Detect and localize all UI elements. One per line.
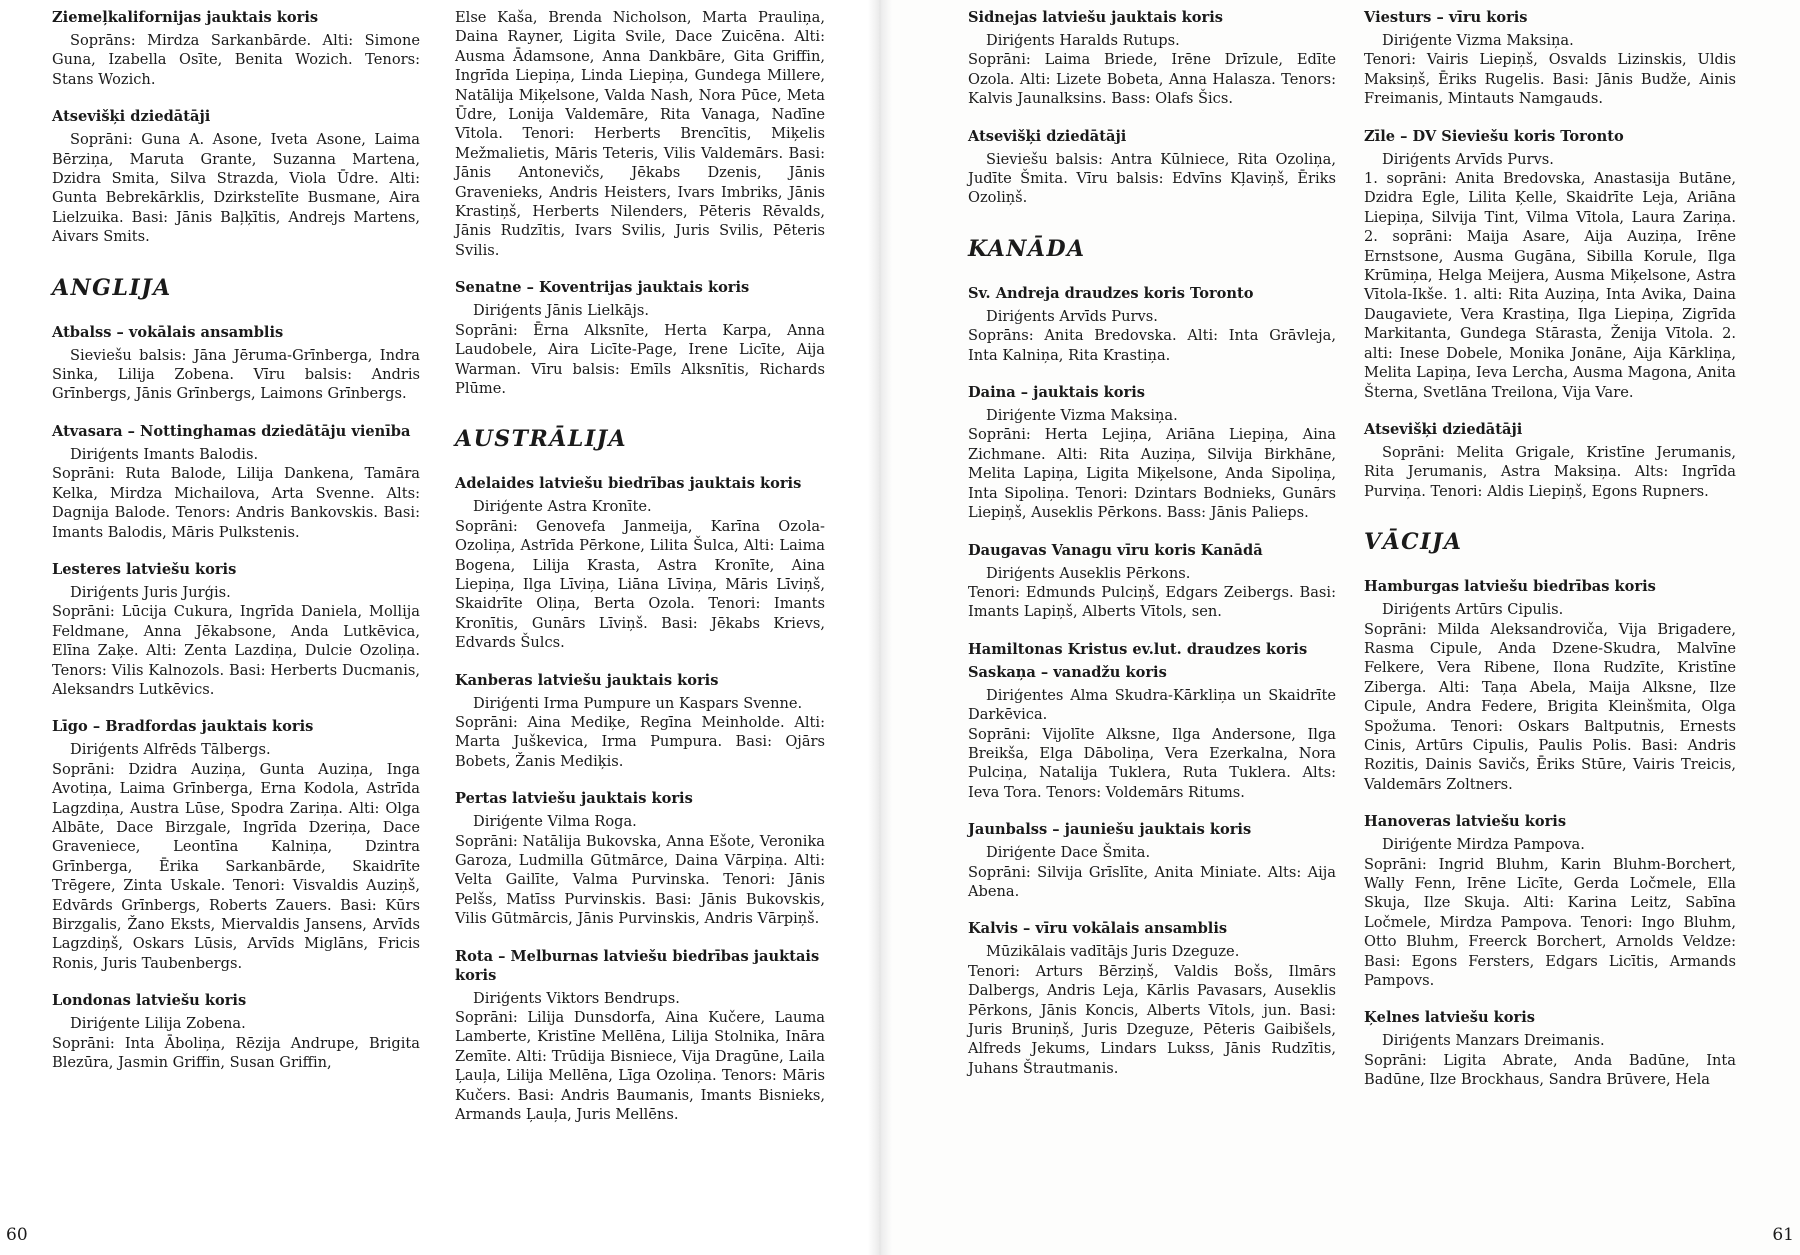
member-list-text: Soprāni: Guna A. Asone, Iveta Asone, Laima Bērziņa, Maruta Grante, Suzanna Martena, Dzidra Smita, Silva Strazda, Viola Ūdre. Alti: Gunta Bebrekārklis, Dzirkstelīte Busmane, Aira Lielzuika. Basi: Jānis Baļķītis, Andrejs Martens, Aivars Smits. [52, 131, 420, 246]
choir-name: Atsevišķi dziedātāji [1364, 420, 1523, 438]
column-3 [968, 8, 1336, 1096]
choir-entry [455, 474, 825, 652]
member-list-text: Diriģents Jānis Lielkājs. Soprāni: Ērna Alksnīte, Herta Karpa, Anna Laudobele, Aira Licīte-Page, Irene Licīte, Aija Warman. Vīru balsis: Emīls Alksnītis, Richards Plūme. [455, 302, 825, 397]
choir-entry [1364, 8, 1736, 109]
choir-entry [52, 560, 420, 699]
member-list-text: Diriģents Haralds Rutups. Soprāni: Laima Briede, Irēne Drīzule, Edīte Ozola. Alti: Lizete Bobeta, Anna Halasza. Tenors: Kalvis Jaunalksins. Bass: Olafs Šics. [968, 32, 1336, 108]
choir-entry [968, 919, 1336, 1078]
choir-entry [968, 640, 1336, 659]
choir-name: Rota – Melburnas latviešu biedrības jauktais koris [455, 947, 820, 984]
member-list-text: Diriģente Mirdza Pampova. Soprāni: Ingrid Bluhm, Karin Bluhm-Borchert, Wally Fenn, Irēne Licīte, Gerda Ločmele, Ella Skuja, Ilze Skuja. Alti: Karina Leitz, Sabīna Ločmele, Mirdza Pampova. Tenori: Ingo Bluhm, Otto Bluhm, Freerck Borchert, Arnolds Veldze: Basi: Egons Fersters, Edgars Licītis, Armands Pampovs. [1364, 836, 1736, 990]
member-list-text: Diriģents Alfrēds Tālbergs. Soprāni: Dzidra Auziņa, Gunta Auziņa, Inga Avotiņa, Laima Grīnberga, Erna Kodola, Astrīda Lagzdiņa, Austra Lūse, Spodra Zariņa. Alti: Olga Albāte, Dace Birzgale, Ingrīda Dzeriņa, Dace Graveniece, Leontīna Kalniņa, Dzintra Grīnberga, Ērika Sarkanbārde, Skaidrīte Trēgere, Zinta Uskale. Tenori: Visvaldis Auziņš, Edvārds Grīnbergs, Roberts Zauers. Basi: Kūrs Birzgalis, Žano Eksts, Miervaldis Jansens, Arvīds Lagzdiņš, Oskars Lūsis, Arvīds Miglāns, Fricis Ronis, Juris Taubenbergs. [52, 741, 420, 972]
choir-entry [1364, 420, 1736, 501]
column-1 [52, 8, 420, 1090]
choir-name: Adelaides latviešu biedrības jauktais koris [455, 475, 802, 493]
column-2 [455, 8, 825, 1142]
choir-entry-continuation [455, 8, 825, 260]
member-list-text: Diriģente Dace Šmita. Soprāni: Silvija Grīslīte, Anita Miniate. Alts: Aija Abena. [968, 844, 1336, 900]
member-list-text: Diriģents Artūrs Cipulis. Soprāni: Milda Aleksandroviča, Vija Brigadere, Rasma Cipule, Anda Dzene-Skudra, Malvīne Felkere, Vera Ribene, Ilona Rudzīte, Kristīne Ziberga. Alti: Taņa Abela, Maija Alksne, Ilze Cipule, Andra Federe, Brigita Kleinšmita, Olga Spožuma. Tenori: Oskars Baltputnis, Ernests Cinis, Artūrs Cipulis, Paulis Polis. Basi: Andris Rozitis, Dainis Savičs, Ēriks Stūre, Vairis Treicis, Valdemārs Zoltners. [1364, 601, 1736, 793]
column-4 [1364, 8, 1736, 1108]
member-list-text: Diriģents Auseklis Pērkons. Tenori: Edmunds Pulciņš, Edgars Zeibergs. Basi: Imants Lapiņš, Alberts Vītols, sen. [968, 564, 1336, 621]
member-list-text: Diriģents Arvīds Purvs. Soprāns: Anita Bredovska. Alti: Inta Grāvleja, Inta Kalniņa, Rita Krastiņa. [968, 307, 1336, 364]
choir-name: Atbalss – vokālais ansamblis [52, 323, 284, 341]
choir-entry [455, 278, 825, 398]
member-list-text: Soprāni: Melita Grigale, Kristīne Jerumanis, Rita Jerumanis, Astra Maksiņa. Alts: Ingrīda Purviņa. Tenori: Aldis Liepiņš, Egons Rupners. [1364, 443, 1736, 500]
choir-entry [968, 8, 1336, 109]
member-list-text: Diriģente Vilma Roga. Soprāni: Natālija Bukovska, Anna Ešote, Veronika Garoza, Ludmilla Gūtmārce, Daina Vārpiņa. Alti: Velta Gailīte, Valma Purvinska. Tenori: Jānis Pelšs, Matīss Purvinskis. Basi: Jānis Bukovskis, Vilis Gūtmārcis, Jānis Purvinskis, Andris Vārpiņš. [455, 813, 825, 928]
choir-entry [968, 820, 1336, 901]
choir-entry [455, 789, 825, 928]
choir-entry [52, 323, 420, 404]
member-list-text: Diriģente Vizma Maksiņa. Soprāni: Herta Lejiņa, Ariāna Liepiņa, Aina Zichmane. Alti: Rita Auziņa, Silvija Birkhāne, Melita Lapiņa, Ligita Miķelsone, Anda Sipoliņa, Inta Sipoliņa. Tenori: Dzintars Bodnieks, Gunārs Liepiņš, Auseklis Pērkons. Bass: Jānis Palieps. [968, 407, 1336, 522]
choir-name: Hamburgas latviešu biedrības koris [1364, 578, 1656, 596]
member-list-text: Diriģentes Alma Skudra-Kārkliņa un Skaidrīte Darkēvica. Soprāni: Vijolīte Alksne, Ilga Andersone, Ilga Breikša, Elga Dāboliņa, Vera Ezerkalna, Nora Pulciņa, Natalija Tuklera, Ruta Tuklera. Alts: Ieva Tora. Tenors: Voldemārs Ritums. [968, 686, 1336, 801]
choir-entry [455, 947, 825, 1125]
choir-name: Kalvis – vīru vokālais ansamblis [968, 920, 1228, 938]
member-list-text: Diriģents Imants Balodis. Soprāni: Ruta Balode, Lilija Dankena, Tamāra Kelka, Mirdza Michailova, Arta Svenne. Alts: Dagnija Balode. Tenors: Andris Bankovskis. Basi: Imants Balodis, Māris Pulkstenis. [52, 445, 420, 541]
member-list-text: Else Kaša, Brenda Nicholson, Marta Prauliņa, Daina Rayner, Ligita Svile, Dace Zuicēna. Alti: Ausma Ādamsone, Anna Dankbāre, Gita Griffin, Ingrīda Liepiņa, Linda Liepiņa, Gundega Millere, Natālija Miķelsone, Valda Nash, Nora Pūce, Meta Ūdre, Lonija Valdemāre, Rita Vanaga, Nadīne Vītola. Tenori: Herberts Brencītis, Miķelis Mežmalietis, Māris Teteris, Vilis Valdemārs. Basi: Jānis Antonevičs, Jēkabs Dzenis, Jānis Gravenieks, Andris Heisters, Ivars Imbriks, Jānis Krastiņš, Herberts Nilenders, Pēteris Rēvalds, Jānis Rudzītis, Ivars Svilis, Juris Svilis, Pēteris Svilis. [455, 9, 825, 259]
choir-name: Hamiltonas Kristus ev.lut. draudzes koris [968, 640, 1308, 658]
page-number-right: 61 [1772, 1225, 1794, 1245]
choir-name: Zīle – DV Sieviešu koris Toronto [1364, 127, 1624, 145]
member-list-text: Diriģents Viktors Bendrups. Soprāni: Lilija Dunsdorfa, Aina Kučere, Lauma Lamberte, Kristīne Mellēna, Lilija Stolnika, Ināra Zemīte. Alti: Trūdija Bisniece, Vija Dragūne, Laila Ļauļa, Lilija Mellēna, Līga Ozoliņa. Tenors: Māris Kučers. Basi: Andris Baumanis, Imants Bisnieks, Armands Ļauļa, Juris Mellēns. [455, 989, 825, 1124]
book-gutter [868, 0, 892, 1255]
choir-name: Ķelnes latviešu koris [1364, 1009, 1535, 1027]
choir-name: Hanoveras latviešu koris [1364, 813, 1567, 831]
member-list-text: Diriģente Lilija Zobena. Soprāni: Inta Āboliņa, Rēzija Andrupe, Brigita Blezūra, Jasmin Griffin, Susan Griffin, [52, 1015, 420, 1072]
choir-entry [52, 8, 420, 89]
country-section-heading: ANGLIJA [52, 274, 172, 301]
choir-entry [455, 671, 825, 772]
member-list-text: Diriģente Astra Kronīte. Soprāni: Genovefa Janmeija, Karīna Ozola-Ozoliņa, Astrīda Pērkone, Lilita Šulca, Alti: Laima Bogena, Lilija Krasta, Astra Kronīte, Aina Liepiņa, Ilga Līviņa, Liāna Līviņa, Māris Līviņš, Skaidrīte Oliņa, Berta Ozola. Tenori: Imants Kronītis, Gunārs Līviņš. Basi: Jēkabs Krievs, Edvards Šulcs. [455, 498, 825, 652]
choir-name: Pertas latviešu jauktais koris [455, 790, 693, 808]
choir-name: Sidnejas latviešu jauktais koris [968, 9, 1223, 26]
choir-name: Viesturs – vīru koris [1364, 9, 1528, 26]
country-section-heading: KANĀDA [968, 235, 1086, 262]
member-list-text: Diriģente Vizma Maksiņa. Tenori: Vairis Liepiņš, Osvalds Lizinskis, Uldis Maksiņš, Ēriks Rugelis. Basi: Jānis Budže, Ainis Freimanis, Mintauts Namgauds. [1364, 32, 1736, 108]
choir-entry [52, 991, 420, 1072]
member-list-text: Diriģents Juris Jurģis. Soprāni: Lūcija Cukura, Ingrīda Daniela, Mollija Feldmane, Anna Jēkabsone, Anda Lutkēvica, Elīna Zaķe. Alti: Zenta Lazdiņa, Dulcie Ozoliņa. Tenors: Vilis Kalnozols. Basi: Herberts Ducmanis, Aleksandrs Lutkēvics. [52, 583, 420, 698]
choir-entry [968, 284, 1336, 365]
choir-name: Lesteres latviešu koris [52, 560, 237, 578]
choir-name: Atsevišķi dziedātāji [52, 108, 211, 126]
choir-name: Atvasara – Nottinghamas dziedātāju vienība [52, 422, 411, 440]
choir-name: Londonas latviešu koris [52, 992, 247, 1010]
member-list-text: Sieviešu balsis: Jāna Jēruma-Grīnberga, Indra Sinka, Lilija Zobena. Vīru balsis: Andris Grīnbergs, Jānis Grīnbergs, Laimons Grīnbergs. [52, 346, 420, 403]
choir-entry [1364, 1008, 1736, 1089]
member-list-text: Diriģents Arvīds Purvs. 1. soprāni: Anita Bredovska, Anastasija Butāne, Dzidra Egle, Lilita Ķelle, Skaidrīte Leja, Ariāna Liepiņa, Silvija Tint, Vilma Vītola, Laura Zariņa. 2. soprāni: Maija Asare, Aija Auziņa, Irēne Ernstsone, Ausma Gugāna, Sibilla Korule, Ilga Krūmiņa, Helga Meijera, Ausma Miķelsone, Astra Vītola-Ikše. 1. alti: Rita Auziņa, Inta Avika, Daina Daugaviete, Vera Krastiņa, Ilga Liepiņa, Zigrīda Markitanta, Gundega Stārasta, Ženija Vītola. 2. alti: Inese Dobele, Monika Jonāne, Aija Kārkliņa, Melita Lapiņa, Ieva Lercha, Ausma Magona, Anita Šterna, Svetlāna Treilona, Vija Vare. [1364, 150, 1736, 401]
choir-entry [968, 663, 1336, 802]
country-section-heading: VĀCIJA [1364, 529, 1463, 556]
choir-entry [52, 107, 420, 246]
choir-name: Kanberas latviešu jauktais koris [455, 671, 719, 689]
choir-name: Sv. Andreja draudzes koris Toronto [968, 284, 1254, 302]
choir-name: Atsevišķi dziedātāji [968, 127, 1127, 145]
member-list-text: Mūzikālais vadītājs Juris Dzeguze. Tenori: Arturs Bērziņš, Valdis Bošs, Ilmārs Dalbergs, Andris Leja, Kārlis Pavasars, Auseklis Pērkons, Jānis Koncis, Alberts Vītols, jun. Basi: Juris Bruniņš, Juris Dzeguze, Pēteris Gaibišels, Alfreds Jekums, Lindars Lukss, Jānis Rudzītis, Juhans Štrautmanis. [968, 943, 1336, 1077]
choir-name: Līgo – Bradfordas jauktais koris [52, 718, 314, 736]
choir-name: Ziemeļkalifornijas jauktais koris [52, 9, 319, 26]
member-list-text: Soprāns: Mirdza Sarkanbārde. Alti: Simone Guna, Izabella Osīte, Benita Wozich. Tenors: Stans Wozich. [52, 32, 420, 88]
member-list-text: Diriģenti Irma Pumpure un Kaspars Svenne. Soprāni: Aina Mediķe, Regīna Meinholde. Alti: Marta Juškevica, Irma Pumpura. Basi: Ojārs Bobets, Žanis Mediķis. [455, 694, 825, 770]
choir-entry [968, 383, 1336, 522]
choir-name: Daina – jauktais koris [968, 384, 1145, 402]
choir-name: Daugavas Vanagu vīru koris Kanādā [968, 541, 1263, 559]
choir-entry [968, 541, 1336, 622]
country-section-heading: AUSTRĀLIJA [455, 426, 628, 453]
choir-name: Jaunbalss – jauniešu jauktais koris [968, 821, 1252, 839]
member-list-text: Sieviešu balsis: Antra Kūlniece, Rita Ozoliņa, Judīte Šmita. Vīru balsis: Edvīns Kļaviņš, Ēriks Ozoliņš. [968, 150, 1336, 207]
choir-entry [52, 422, 420, 542]
choir-entry [968, 127, 1336, 208]
choir-name: Saskaņa – vanadžu koris [968, 663, 1167, 681]
choir-entry [52, 717, 420, 973]
member-list-text: Diriģents Manzars Dreimanis. Soprāni: Ligita Abrate, Anda Badūne, Inta Badūne, Ilze Brockhaus, Sandra Brūvere, Hela [1364, 1032, 1736, 1089]
choir-name: Senatne – Koventrijas jauktais koris [455, 279, 750, 297]
choir-entry [1364, 577, 1736, 794]
page-number-left: 60 [6, 1225, 28, 1245]
choir-entry [1364, 127, 1736, 402]
choir-entry [1364, 812, 1736, 990]
